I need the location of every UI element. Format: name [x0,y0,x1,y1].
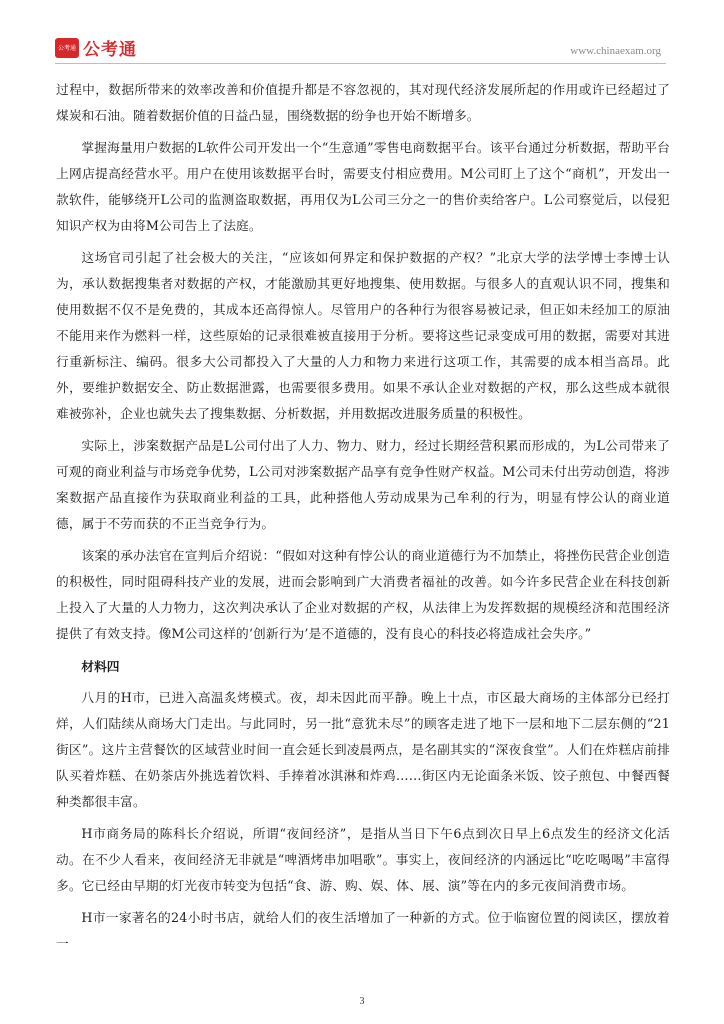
document-body [56,77,670,963]
paragraph: H市一家著名的24小时书店，就给人们的夜生活增加了一种新的方式。位于临窗位置的阅读区，摆放着一 [56,910,670,951]
page-header [0,0,724,64]
site-url[interactable]: www.chinaexam.org [570,45,661,57]
paragraph-continued: 过程中，数据所带来的效率改善和价值提升都是不容忽视的，其对现代经济发展所起的作用或许已经超过了煤炭和石油。随着数据价值的日益凸显，围绕数据的纷争也开始不断增多。 [56,82,670,123]
paragraph: H市商务局的陈科长介绍说，所谓“夜间经济”，是指从当日下午6点到次日早上6点发生的经济文化活动。在不少人看来，夜间经济无非就是“啤酒烤串加唱歌”。事实上，夜间经济的内涵远比“吃吃喝喝”丰富得多。它已经由早期的灯光夜市转变为包括“食、游、购、娱、体、展、演”等在内的多元夜间消费市场。 [56,826,670,893]
paragraph: 实际上，涉案数据产品是L公司付出了人力、物力、财力，经过长期经营积累而形成的，为L公司带来了可观的商业利益与市场竞争优势，L公司对涉案数据产品享有竞争性财产权益。M公司未付出劳动创造，将涉案数据产品直接作为获取商业利益的工具，此种搭他人劳动成果为己牟利的行为，明显有悖公认的商业道德，属于不劳而获的不正当竞争行为。 [56,438,670,531]
paragraph: 掌握海量用户数据的L软件公司开发出一个“生意通”零售电商数据平台。该平台通过分析数据，帮助平台上网店提高经营水平。用户在使用该数据平台时，需要支付相应费用。M公司盯上了这个“商机”，开发出一款软件，能够绕开L公司的监测盗取数据，再用仅为L公司三分之一的售价卖给客户。L公司察觉后，以侵犯知识产权为由将M公司告上了法庭。 [56,140,670,233]
header-divider [55,63,666,64]
logo-badge-icon: 公考通 [55,38,79,58]
page-number: 3 [359,996,365,1007]
logo-text: 公考通 [83,40,137,60]
paragraph: 该案的承办法官在宣判后介绍说：“假如对这种有悖公认的商业道德行为不加禁止，将挫伤民营企业创造的积极性，同时阻碍科技产业的发展，进而会影响到广大消费者福祉的改善。如今许多民营企业在科技创新上投入了大量的人力物力，这次判决承认了企业对数据的产权，从法律上为发挥数据的规模经济和范围经济提供了有效支持。像M公司这样的‘创新行为’是不道德的，没有良心的科技必将造成社会失序。” [56,548,670,641]
paragraph: 八月的H市，已进入高温炙烤模式。夜，却未因此而平静。晚上十点，市区最大商场的主体部分已经打烊，人们陆续从商场大门走出。与此同时，另一批“意犹未尽”的顾客走进了地下一层和地下二层东侧的“21街区”。这片主营餐饮的区域营业时间一直会延长到凌晨两点，是名副其实的“深夜食堂”。人们在炸糕店前排队买着炸糕、在奶茶店外挑选着饮料、手捧着冰淇淋和炸鸡……街区内无论面条米饭、饺子煎包、中餐西餐种类都很丰富。 [56,690,670,809]
paragraph: 这场官司引起了社会极大的关注，“应该如何界定和保护数据的产权？”北京大学的法学博士李博士认为，承认数据搜集者对数据的产权，才能激励其更好地搜集、使用数据。与很多人的直观认识不同，搜集和使用数据不仅不是免费的，其成本还高得惊人。尽管用户的各种行为很容易被记录，但正如未经加工的原油不能用来作为燃料一样，这些原始的记录很难被直接用于分析。要将这些记录变成可用的数据，需要对其进行重新标注、编码。很多大公司都投入了大量的人力和物力来进行这项工作，其需要的成本相当高昂。此外，要维护数据安全、防止数据泄露，也需要很多费用。如果不承认企业对数据的产权，那么这些成本就很难被弥补，企业也就失去了搜集数据、分析数据，并用数据改进服务质量的积极性。 [56,250,670,421]
brand-logo[interactable] [55,35,137,60]
section-heading: 材料四 [81,659,120,674]
